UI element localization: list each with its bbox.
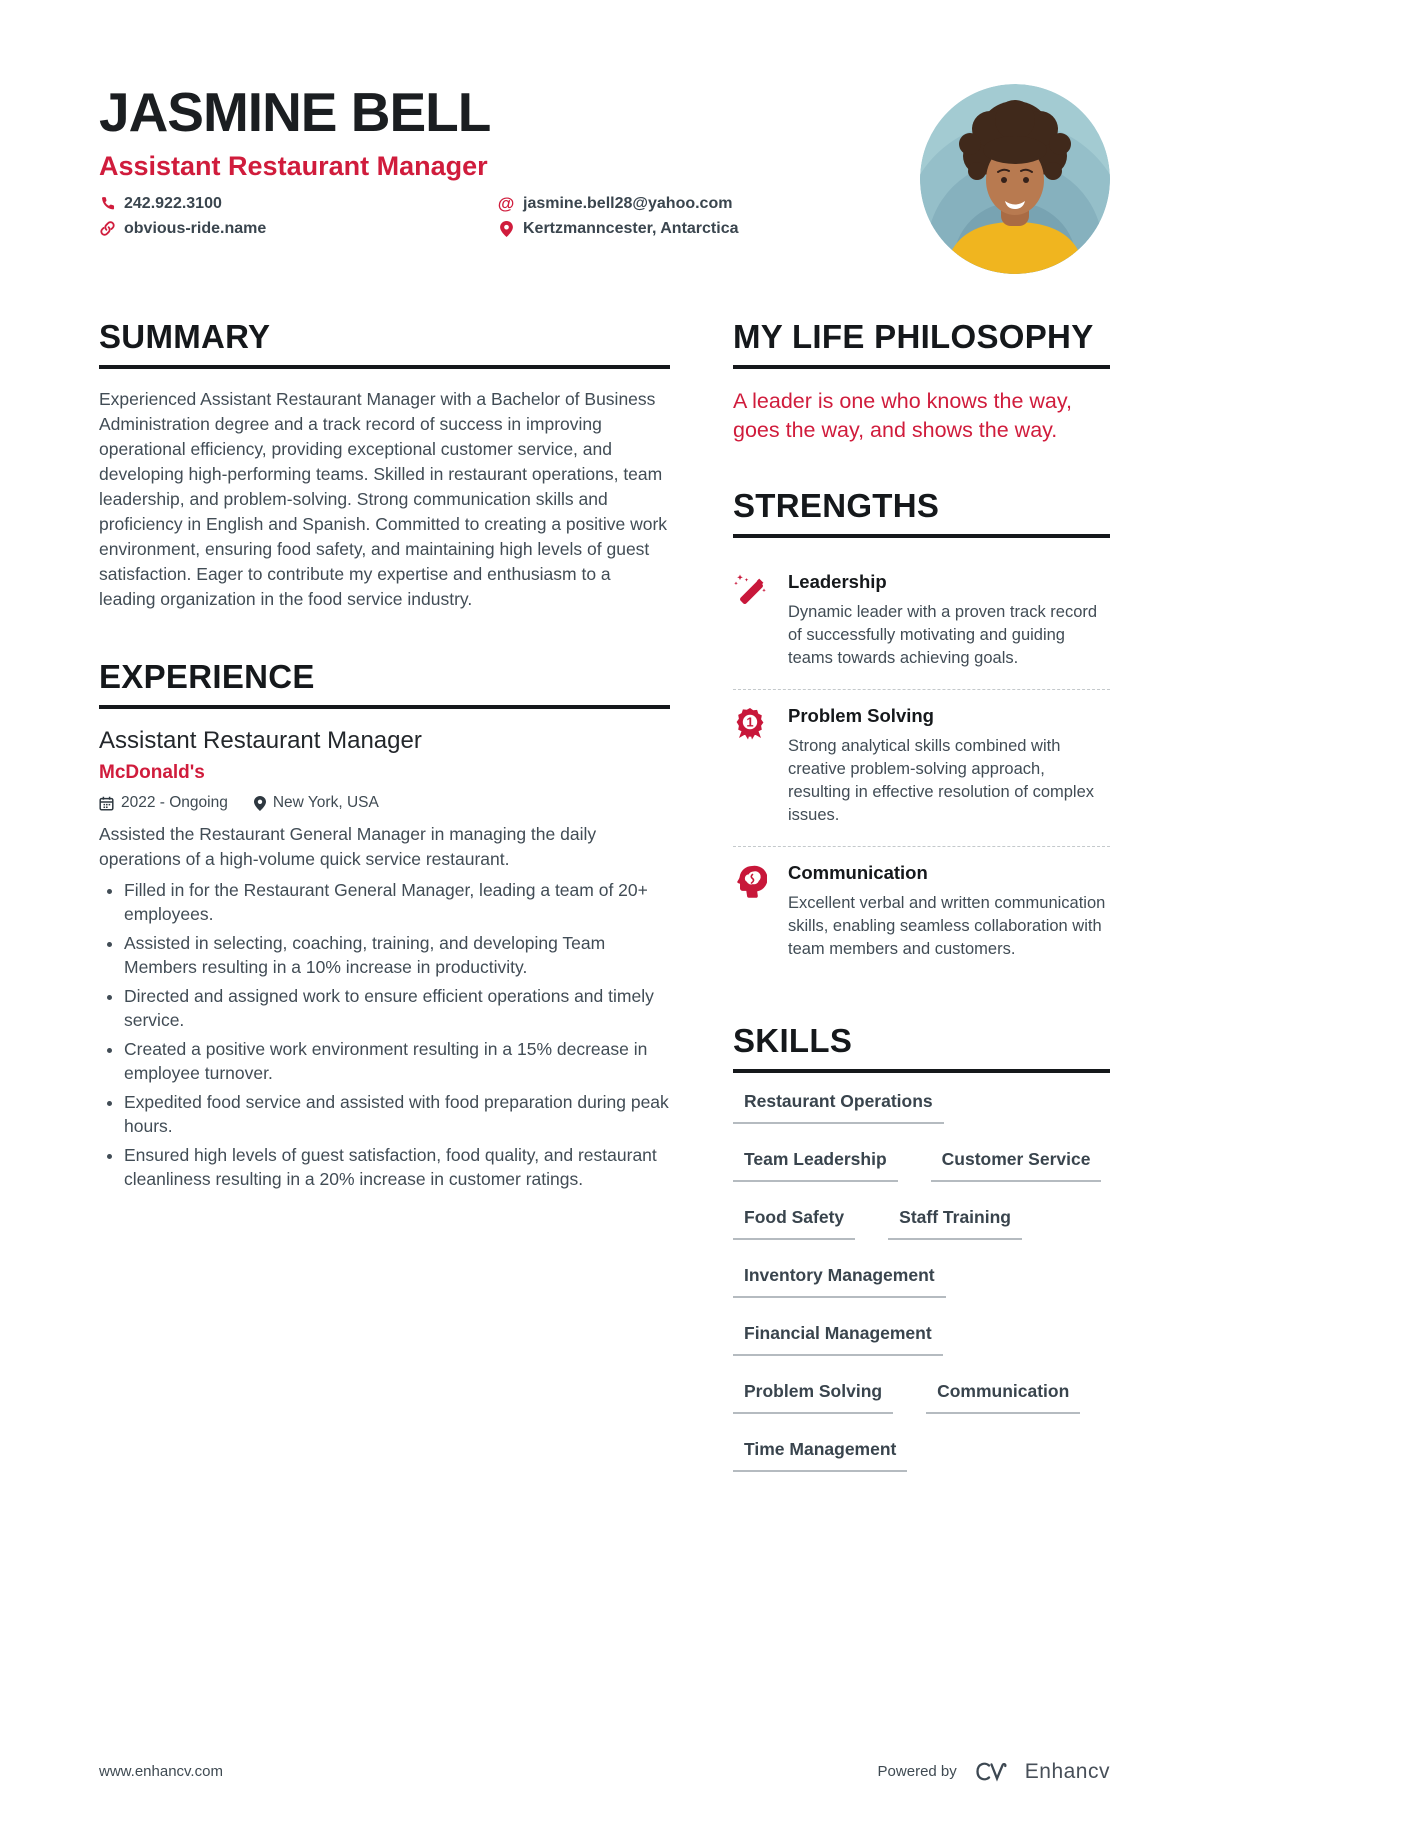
skill-row [733,1149,1110,1182]
skill-row [733,1381,1110,1414]
strength-text: Strong analytical skills combined with creative problem-solving approach, resulting in effective resolution of complex issues. [788,737,1095,824]
job-bullet: • Assisted in selecting, coaching, training, and developing Team Members resulting in a 10% increase in productivity. [124,931,670,979]
strength-body [788,862,1110,961]
svg-text:1: 1 [746,714,754,730]
person-name: JASMINE BELL [99,81,491,143]
job-bullet-list [99,878,670,1191]
skill-row [733,1323,1110,1356]
head-brain-icon [733,862,788,961]
powered-by-block[interactable] [878,1758,1110,1785]
powered-by-label: Powered by [877,1763,957,1780]
philosophy-heading: MY LIFE PHILOSOPHY [733,318,1110,369]
skill-tag: Communication [926,1381,1080,1414]
job-bullet: • Directed and assigned work to ensure efficient operations and timely service. [124,984,670,1032]
skill-tag: Restaurant Operations [733,1091,944,1124]
summary-heading: SUMMARY [99,318,670,369]
skill-tag: Inventory Management [733,1265,946,1298]
strength-item [733,556,1110,689]
at-icon: @ [497,194,515,214]
philosophy-section [733,318,1110,445]
skill-tag: Problem Solving [733,1381,893,1414]
contact-location [498,220,739,238]
award-rosette-icon [733,705,788,827]
company-name: McDonald's [99,762,205,783]
skill-row [733,1265,1110,1298]
job-bullet: • Created a positive work environment resulting in a 15% decrease in employee turnover. [124,1037,670,1085]
calendar-icon [99,796,114,811]
job-location-value: New York, USA [272,794,379,811]
skill-tag: Customer Service [931,1149,1102,1182]
job-bullet: • Ensured high levels of guest satisfaction, food quality, and restaurant cleanliness resulting in a 20% increase in customer ratings. [124,1143,670,1191]
right-column [733,318,1110,1497]
contact-list [99,195,739,238]
experience-entry [99,727,670,1191]
strength-item [733,689,1110,846]
location-pin-icon [498,221,514,237]
strength-text: Dynamic leader with a proven track record of successfully motivating and guiding teams towards achieving goals. [788,603,1098,667]
enhancv-logo-icon [969,1758,1013,1785]
job-location [254,794,379,812]
contact-phone-value: 242.922.3100 [124,194,222,212]
job-summary: Assisted the Restaurant General Manager in managing the daily operations of a high-volume quick service restaurant. [99,824,597,869]
link-icon [99,221,115,236]
contact-phone [99,195,498,213]
philosophy-quote: A leader is one who knows the way, goes the way, and shows the way. [733,389,1073,442]
strength-text: Excellent verbal and written communication skills, enabling seamless collaboration with team members and customers. [788,894,1106,958]
skill-tag: Team Leadership [733,1149,898,1182]
person-job-title: Assistant Restaurant Manager [99,150,488,181]
skill-tag: Staff Training [888,1207,1022,1240]
profile-photo [920,84,1110,274]
job-title: Assistant Restaurant Manager [99,727,422,754]
job-meta [99,794,670,812]
summary-section [99,318,670,612]
contact-website[interactable] [99,220,498,238]
contact-website-value: obvious-ride.name [124,219,267,237]
experience-heading: EXPERIENCE [99,658,670,709]
header [99,0,1110,274]
contact-email-value: jasmine.bell28@yahoo.com [523,194,733,212]
enhancv-brand-name: Enhancv [1024,1759,1110,1783]
strength-body [788,571,1110,670]
location-pin-icon [254,796,266,811]
skill-row [733,1091,1110,1124]
skill-tag: Time Management [733,1439,907,1472]
skill-row [733,1439,1110,1472]
contact-location-value: Kertzmanncester, Antarctica [523,219,739,237]
job-dates-value: 2022 - Ongoing [121,794,228,811]
enhancv-site-link[interactable]: www.enhancv.com [99,1763,223,1780]
job-dates [99,794,228,812]
magic-wand-icon [733,571,788,670]
left-column [99,318,670,1497]
job-bullet: • Expedited food service and assisted with food preparation during peak hours. [124,1090,670,1138]
job-bullet: • Filled in for the Restaurant General Manager, leading a team of 20+ employees. [124,878,670,926]
strengths-heading: STRENGTHS [733,487,1110,538]
footer [99,1758,1110,1785]
summary-text: Experienced Assistant Restaurant Manager with a Bachelor of Business Administration degree and a track record of success in improving operational efficiency, providing exceptional customer service, and developing high-performing teams. Skilled in restaurant operations, team leadership, and problem-solving. Strong communication skills and proficiency in English and Spanish. Committed to creating a positive work environment, ensuring food safety, and maintaining high levels of guest satisfaction. Eager to contribute my expertise and enthusiasm to a leading organization in the food service industry. [99,389,668,609]
strength-item [733,846,1110,980]
strength-body [788,705,1110,827]
strength-title: Problem Solving [788,705,934,726]
header-text-block [99,81,739,238]
strengths-section [733,487,1110,980]
skill-row [733,1207,1110,1240]
experience-section [99,658,670,1191]
skills-section [733,1022,1110,1472]
skills-heading: SKILLS [733,1022,1110,1073]
skill-tag: Financial Management [733,1323,943,1356]
strength-title: Leadership [788,571,887,592]
phone-icon [99,196,115,211]
strength-title: Communication [788,862,928,883]
skill-tag: Food Safety [733,1207,855,1240]
contact-email[interactable] [498,195,739,213]
